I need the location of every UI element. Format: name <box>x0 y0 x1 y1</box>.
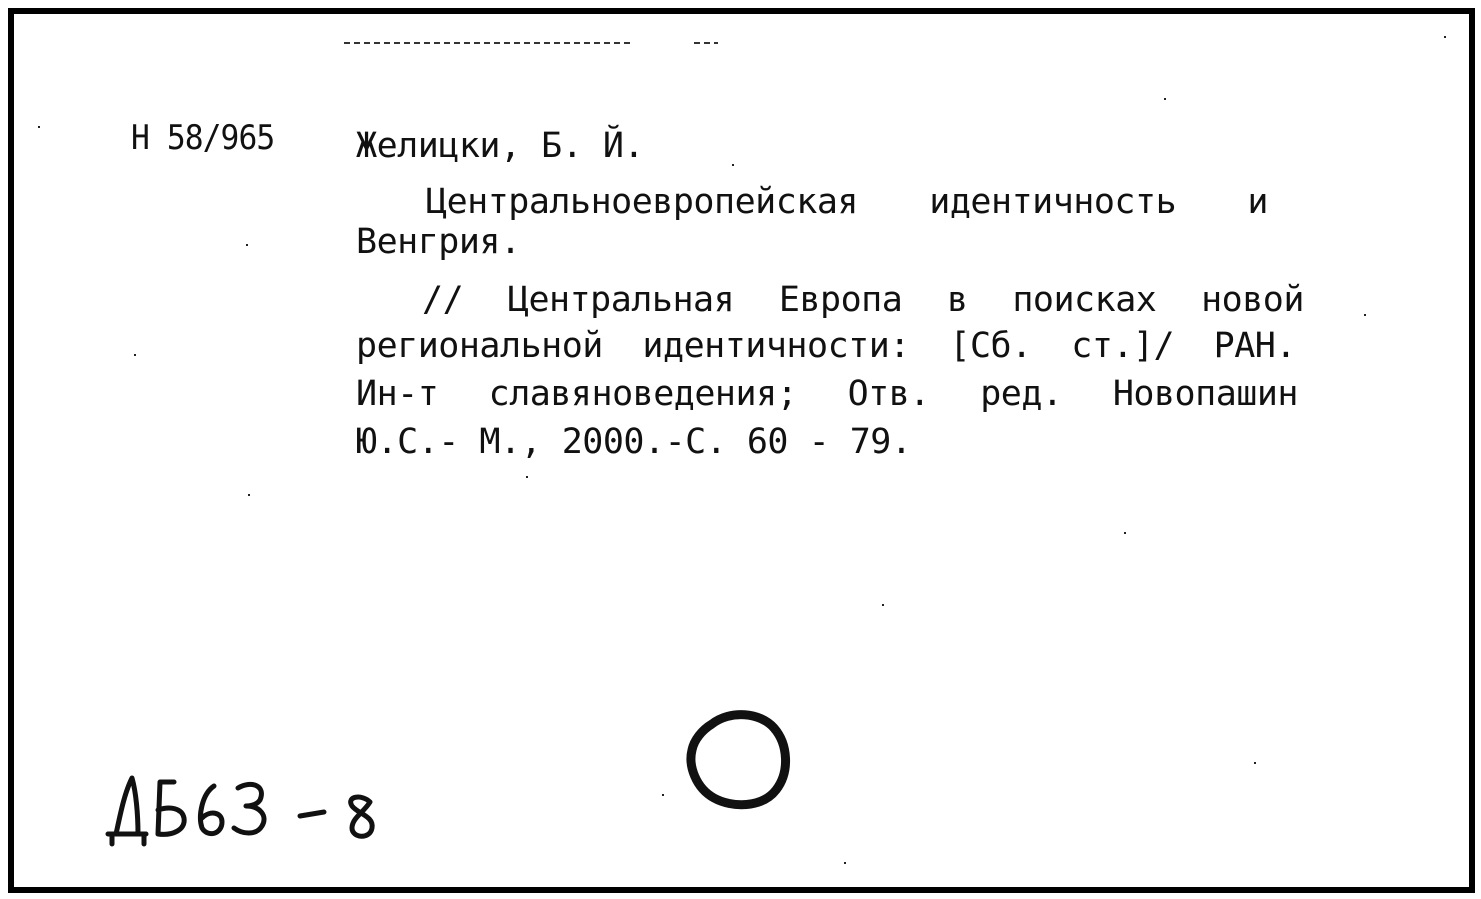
source-word: в <box>947 280 968 320</box>
scan-speck <box>1124 532 1126 534</box>
scan-speck <box>662 794 664 796</box>
top-dash-mark <box>344 42 634 44</box>
source-word: ред. <box>980 374 1063 414</box>
scan-speck <box>1254 762 1256 764</box>
scan-speck <box>1164 98 1166 100</box>
top-dash-mark <box>694 42 718 44</box>
source-word: РАН. <box>1213 326 1296 366</box>
title-word: Центральноевропейская <box>426 182 859 222</box>
scan-speck <box>248 494 250 496</box>
handwritten-call-number <box>102 772 402 852</box>
scan-speck <box>134 354 136 356</box>
scan-speck <box>246 244 248 246</box>
source-line-4: Ю.С.- М., 2000.-С. 60 - 79. <box>356 422 912 462</box>
source-word: [Сб. <box>949 326 1032 366</box>
source-word: ст.]/ <box>1071 326 1175 366</box>
source-word: региональной <box>356 326 603 366</box>
source-word: новой <box>1201 280 1304 320</box>
scan-speck <box>38 126 40 128</box>
title-word: и <box>1247 182 1268 222</box>
scan-speck <box>526 476 528 478</box>
scan-speck <box>732 164 734 166</box>
source-line-1 <box>422 280 1304 320</box>
source-word: славяноведения; <box>488 374 798 414</box>
source-word: Ин-т <box>356 374 439 414</box>
source-line-2 <box>356 326 1296 366</box>
source-word: Европа <box>778 280 903 320</box>
scan-speck <box>1364 314 1366 316</box>
source-word: Новопашин <box>1112 374 1298 414</box>
scan-speck <box>844 862 846 864</box>
source-word: Центральная <box>507 280 735 320</box>
author-heading: Желицки, Б. Й. <box>356 126 645 166</box>
source-word: Отв. <box>847 374 930 414</box>
source-word: идентичности: <box>642 326 910 366</box>
shelfmark: Н 58/965 <box>131 118 275 158</box>
title-line-2: Венгрия. <box>356 222 521 262</box>
scan-speck <box>882 604 884 606</box>
circle-mark <box>682 710 792 814</box>
source-word: поисках <box>1012 280 1157 320</box>
catalog-card <box>8 8 1475 893</box>
title-word: идентичность <box>929 182 1177 222</box>
title-line-1 <box>426 182 1268 222</box>
scan-speck <box>1444 36 1446 38</box>
source-word: // <box>422 280 464 320</box>
source-line-3 <box>356 374 1298 414</box>
